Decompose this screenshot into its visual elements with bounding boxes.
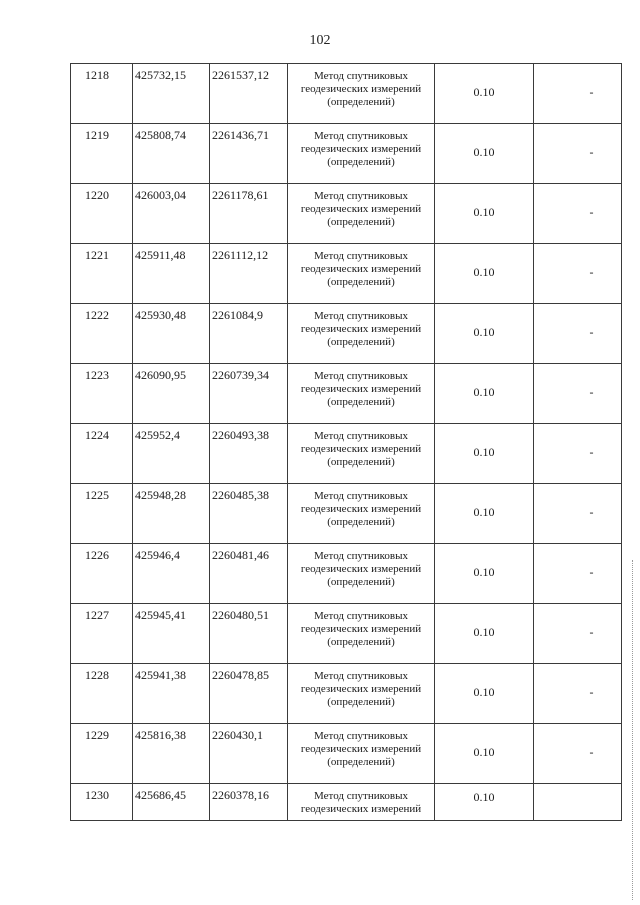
coordinate-x: 425945,41 bbox=[135, 608, 186, 622]
extra-cell bbox=[534, 184, 622, 244]
point-number-cell bbox=[71, 64, 133, 124]
point-number: 1222 bbox=[85, 308, 109, 322]
method-cell bbox=[288, 724, 435, 784]
scan-edge-line bbox=[632, 560, 634, 900]
point-number-cell bbox=[71, 664, 133, 724]
coordinate-y-cell bbox=[210, 64, 288, 124]
extra-cell bbox=[534, 544, 622, 604]
method-text: Метод спутниковых геодезических измерений (определений) bbox=[300, 430, 422, 468]
point-number-cell bbox=[71, 184, 133, 244]
coordinate-x-cell bbox=[133, 424, 210, 484]
coordinates-table bbox=[70, 63, 622, 821]
coordinate-y: 2261537,12 bbox=[212, 68, 269, 82]
method-cell bbox=[288, 604, 435, 664]
coordinate-y-cell bbox=[210, 604, 288, 664]
coordinate-y: 2261084,9 bbox=[212, 308, 263, 322]
coordinate-x: 426003,04 bbox=[135, 188, 186, 202]
table-row bbox=[71, 664, 622, 724]
method-text: Метод спутниковых геодезических измерений (определений) bbox=[300, 550, 422, 588]
method-text: Метод спутниковых геодезических измерений (определений) bbox=[300, 310, 422, 348]
coordinate-y: 2260478,85 bbox=[212, 668, 269, 682]
coordinate-y-cell bbox=[210, 544, 288, 604]
coordinate-x-cell bbox=[133, 664, 210, 724]
method-cell bbox=[288, 304, 435, 364]
accuracy-value: 0.10 bbox=[473, 565, 495, 579]
point-number: 1219 bbox=[85, 128, 109, 142]
coordinate-x: 425911,48 bbox=[135, 248, 186, 262]
table-row bbox=[71, 424, 622, 484]
point-number: 1220 bbox=[85, 188, 109, 202]
coordinate-y: 2260480,51 bbox=[212, 608, 269, 622]
page-number: 102 bbox=[309, 33, 331, 48]
coordinates-table-body bbox=[71, 64, 622, 821]
method-text: Метод спутниковых геодезических измерений (определений) bbox=[300, 490, 422, 528]
coordinate-x-cell bbox=[133, 604, 210, 664]
point-number-cell bbox=[71, 364, 133, 424]
coordinate-y-cell bbox=[210, 484, 288, 544]
extra-value bbox=[534, 784, 621, 790]
extra-cell bbox=[534, 124, 622, 184]
point-number-cell bbox=[71, 724, 133, 784]
coordinate-x-cell bbox=[133, 364, 210, 424]
coordinate-y: 2260485,38 bbox=[212, 488, 269, 502]
table-row bbox=[71, 604, 622, 664]
extra-cell bbox=[534, 64, 622, 124]
accuracy-cell bbox=[435, 424, 534, 484]
coordinate-y: 2260493,38 bbox=[212, 428, 269, 442]
accuracy-cell bbox=[435, 544, 534, 604]
extra-value: - bbox=[589, 85, 594, 99]
accuracy-cell bbox=[435, 64, 534, 124]
extra-cell bbox=[534, 304, 622, 364]
coordinate-y-cell bbox=[210, 244, 288, 304]
point-number-cell bbox=[71, 304, 133, 364]
method-cell bbox=[288, 244, 435, 304]
point-number: 1229 bbox=[85, 728, 109, 742]
coordinate-x-cell bbox=[133, 484, 210, 544]
extra-value: - bbox=[589, 505, 594, 519]
accuracy-value: 0.10 bbox=[473, 205, 495, 219]
coordinate-x-cell bbox=[133, 724, 210, 784]
accuracy-value: 0.10 bbox=[473, 445, 495, 459]
extra-value: - bbox=[589, 685, 594, 699]
coordinate-y-cell bbox=[210, 184, 288, 244]
accuracy-cell bbox=[435, 664, 534, 724]
coordinate-y: 2260430,1 bbox=[212, 728, 263, 742]
coordinate-y: 2260739,34 bbox=[212, 368, 269, 382]
method-cell bbox=[288, 424, 435, 484]
point-number: 1225 bbox=[85, 488, 109, 502]
point-number-cell bbox=[71, 604, 133, 664]
accuracy-value: 0.10 bbox=[473, 745, 495, 759]
accuracy-cell bbox=[435, 484, 534, 544]
coordinate-y-cell bbox=[210, 784, 288, 821]
coordinate-x: 425732,15 bbox=[135, 68, 186, 82]
extra-value: - bbox=[589, 205, 594, 219]
point-number: 1226 bbox=[85, 548, 109, 562]
accuracy-cell bbox=[435, 184, 534, 244]
point-number: 1227 bbox=[85, 608, 109, 622]
point-number-cell bbox=[71, 244, 133, 304]
table-row bbox=[71, 244, 622, 304]
coordinate-y-cell bbox=[210, 664, 288, 724]
extra-value: - bbox=[589, 325, 594, 339]
table-row bbox=[71, 484, 622, 544]
method-text: Метод спутниковых геодезических измерений (определений) bbox=[300, 70, 422, 108]
extra-value: - bbox=[589, 385, 594, 399]
coordinate-x: 425946,4 bbox=[135, 548, 180, 562]
extra-cell bbox=[534, 664, 622, 724]
point-number: 1230 bbox=[85, 788, 109, 802]
coordinate-x: 425930,48 bbox=[135, 308, 186, 322]
coordinate-x-cell bbox=[133, 124, 210, 184]
accuracy-cell bbox=[435, 244, 534, 304]
point-number-cell bbox=[71, 124, 133, 184]
method-text: Метод спутниковых геодезических измерений (определений) bbox=[300, 670, 422, 708]
accuracy-value: 0.10 bbox=[473, 505, 495, 519]
coordinate-y: 2261178,61 bbox=[212, 188, 269, 202]
coordinate-y: 2261436,71 bbox=[212, 128, 269, 142]
coordinate-x: 425808,74 bbox=[135, 128, 186, 142]
coordinate-x: 425952,4 bbox=[135, 428, 180, 442]
table-row bbox=[71, 364, 622, 424]
extra-cell bbox=[534, 784, 622, 821]
extra-cell bbox=[534, 724, 622, 784]
coordinate-x: 425686,45 bbox=[135, 788, 186, 802]
accuracy-value: 0.10 bbox=[473, 385, 495, 399]
coordinate-x: 425941,38 bbox=[135, 668, 186, 682]
extra-cell bbox=[534, 604, 622, 664]
accuracy-cell bbox=[435, 604, 534, 664]
extra-value: - bbox=[589, 565, 594, 579]
point-number: 1221 bbox=[85, 248, 109, 262]
coordinate-x-cell bbox=[133, 64, 210, 124]
accuracy-value: 0.10 bbox=[473, 325, 495, 339]
extra-cell bbox=[534, 244, 622, 304]
point-number: 1218 bbox=[85, 68, 109, 82]
method-cell bbox=[288, 544, 435, 604]
coordinate-y: 2260378,16 bbox=[212, 788, 269, 802]
point-number-cell bbox=[71, 784, 133, 821]
extra-cell bbox=[534, 364, 622, 424]
point-number: 1224 bbox=[85, 428, 109, 442]
method-cell bbox=[288, 124, 435, 184]
coordinate-x-cell bbox=[133, 544, 210, 604]
coordinate-x: 425816,38 bbox=[135, 728, 186, 742]
table-row bbox=[71, 184, 622, 244]
method-text: Метод спутниковых геодезических измерений (определений) bbox=[300, 370, 422, 408]
table-row bbox=[71, 784, 622, 821]
method-text: Метод спутниковых геодезических измерений bbox=[300, 790, 422, 815]
accuracy-cell bbox=[435, 724, 534, 784]
table-row bbox=[71, 124, 622, 184]
method-text: Метод спутниковых геодезических измерений (определений) bbox=[300, 610, 422, 648]
coordinate-x: 425948,28 bbox=[135, 488, 186, 502]
point-number-cell bbox=[71, 544, 133, 604]
coordinate-y-cell bbox=[210, 364, 288, 424]
coordinate-y: 2260481,46 bbox=[212, 548, 269, 562]
method-cell bbox=[288, 484, 435, 544]
method-text: Метод спутниковых геодезических измерений (определений) bbox=[300, 250, 422, 288]
coordinate-x-cell bbox=[133, 784, 210, 821]
extra-cell bbox=[534, 484, 622, 544]
method-text: Метод спутниковых геодезических измерений (определений) bbox=[300, 130, 422, 168]
extra-value: - bbox=[589, 265, 594, 279]
accuracy-value: 0.10 bbox=[473, 625, 495, 639]
accuracy-value: 0.10 bbox=[473, 685, 495, 699]
point-number-cell bbox=[71, 424, 133, 484]
method-cell bbox=[288, 664, 435, 724]
point-number-cell bbox=[71, 484, 133, 544]
accuracy-cell bbox=[435, 784, 534, 821]
point-number: 1223 bbox=[85, 368, 109, 382]
coordinate-y: 2261112,12 bbox=[212, 248, 269, 262]
accuracy-cell bbox=[435, 124, 534, 184]
accuracy-value: 0.10 bbox=[473, 85, 495, 99]
method-cell bbox=[288, 64, 435, 124]
coordinate-y-cell bbox=[210, 424, 288, 484]
extra-value: - bbox=[589, 625, 594, 639]
accuracy-value: 0.10 bbox=[473, 145, 495, 159]
accuracy-cell bbox=[435, 364, 534, 424]
coordinate-x-cell bbox=[133, 304, 210, 364]
coordinate-y-cell bbox=[210, 724, 288, 784]
coordinate-x: 426090,95 bbox=[135, 368, 186, 382]
table-row bbox=[71, 724, 622, 784]
method-text: Метод спутниковых геодезических измерений (определений) bbox=[300, 730, 422, 768]
accuracy-cell bbox=[435, 304, 534, 364]
accuracy-value: 0.10 bbox=[473, 790, 495, 804]
method-cell bbox=[288, 364, 435, 424]
method-text: Метод спутниковых геодезических измерений (определений) bbox=[300, 190, 422, 228]
method-cell bbox=[288, 784, 435, 821]
table-row bbox=[71, 64, 622, 124]
accuracy-value: 0.10 bbox=[473, 265, 495, 279]
extra-value: - bbox=[589, 445, 594, 459]
coordinate-x-cell bbox=[133, 244, 210, 304]
extra-value: - bbox=[589, 145, 594, 159]
point-number: 1228 bbox=[85, 668, 109, 682]
coordinate-y-cell bbox=[210, 304, 288, 364]
extra-value: - bbox=[589, 745, 594, 759]
table-row bbox=[71, 544, 622, 604]
table-row bbox=[71, 304, 622, 364]
coordinate-y-cell bbox=[210, 124, 288, 184]
extra-cell bbox=[534, 424, 622, 484]
method-cell bbox=[288, 184, 435, 244]
coordinate-x-cell bbox=[133, 184, 210, 244]
